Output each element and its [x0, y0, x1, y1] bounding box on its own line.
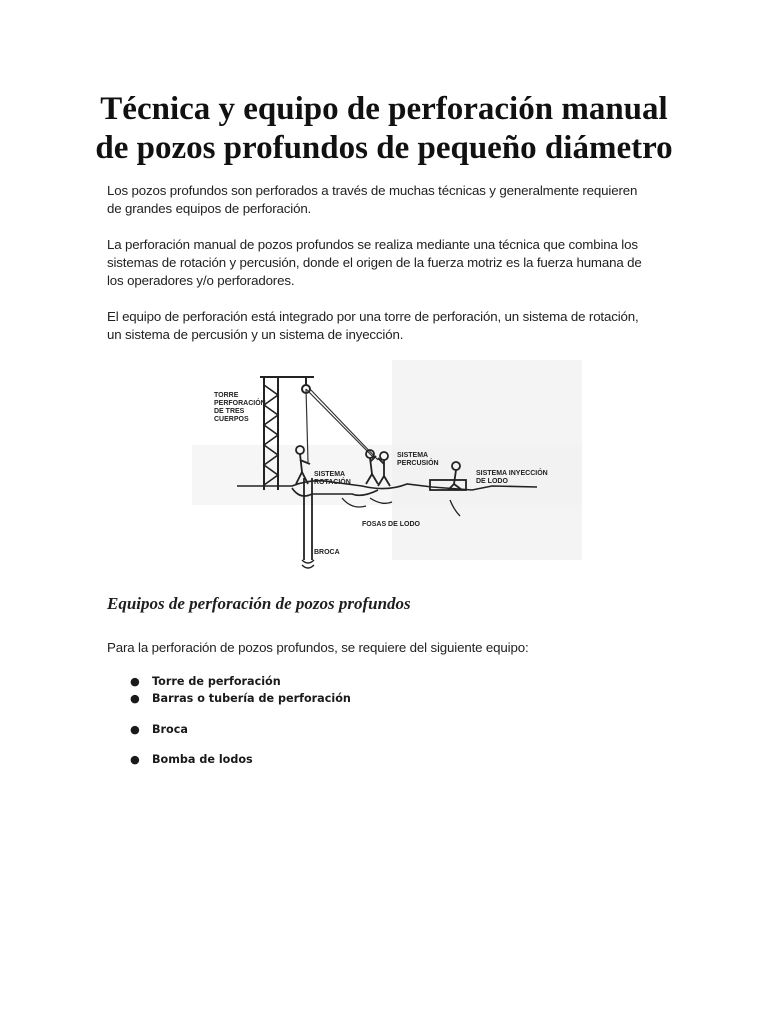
paragraph-equipment: El equipo de perforación está integrado por una torre de perforación, un sistema de rotación, un sistema de percusión y un sistema de inyección.	[107, 309, 639, 342]
section-intro: Para la perforación de pozos profundos, se requiere del siguiente equipo:	[107, 640, 529, 655]
label-inyeccion-2: DE LODO	[476, 478, 508, 485]
label-torre-2: PERFORACIÓN	[214, 400, 266, 407]
label-rotacion-2: ROTACIÓN	[314, 479, 351, 486]
list-item-label: Barras o tubería de perforación	[152, 692, 351, 705]
label-broca: BROCA	[314, 549, 340, 556]
list-item-label: Broca	[152, 723, 188, 736]
list-item-label: Torre de perforación	[152, 675, 281, 688]
label-inyeccion-1: SISTEMA INYECCIÓN	[476, 470, 548, 477]
drilling-rig-illustration	[192, 360, 582, 580]
label-percusion-1: SISTEMA	[397, 452, 429, 459]
label-torre-3: DE TRES	[214, 408, 245, 415]
list-item-label: Bomba de lodos	[152, 753, 253, 766]
label-percusion-2: PERCUSIÓN	[397, 460, 439, 467]
title-line-1: Técnica y equipo de perforación manual	[100, 91, 668, 127]
section-heading: Equipos de perforación de pozos profundos	[107, 594, 411, 613]
bullet-icon: ●	[130, 723, 140, 736]
paragraph-manual-drilling: La perforación manual de pozos profundos se realiza mediante una técnica que combina los sistemas de rotación y percusión, donde el origen de la fuerza motriz es la fuerza humana de los operadores y/o perforadores.	[107, 237, 642, 288]
label-fosas: FOSAS DE LODO	[362, 521, 420, 528]
bullet-icon: ●	[130, 675, 140, 688]
list-item	[130, 753, 253, 766]
label-rotacion-1: SISTEMA	[314, 471, 346, 478]
list-item	[130, 692, 351, 705]
document-title	[60, 90, 708, 168]
drilling-rig-drawing	[192, 360, 582, 580]
label-torre-1: TORRE	[214, 392, 239, 399]
bullet-icon: ●	[130, 753, 140, 766]
list-item	[130, 723, 188, 736]
paragraph-intro: Los pozos profundos son perforados a través de muchas técnicas y generalmente requieren de grandes equipos de perforación.	[107, 183, 638, 216]
list-item	[130, 675, 281, 688]
label-torre-4: CUERPOS	[214, 416, 249, 423]
title-line-2: de pozos profundos de pequeño diámetro	[95, 130, 673, 166]
bullet-icon: ●	[130, 692, 140, 705]
